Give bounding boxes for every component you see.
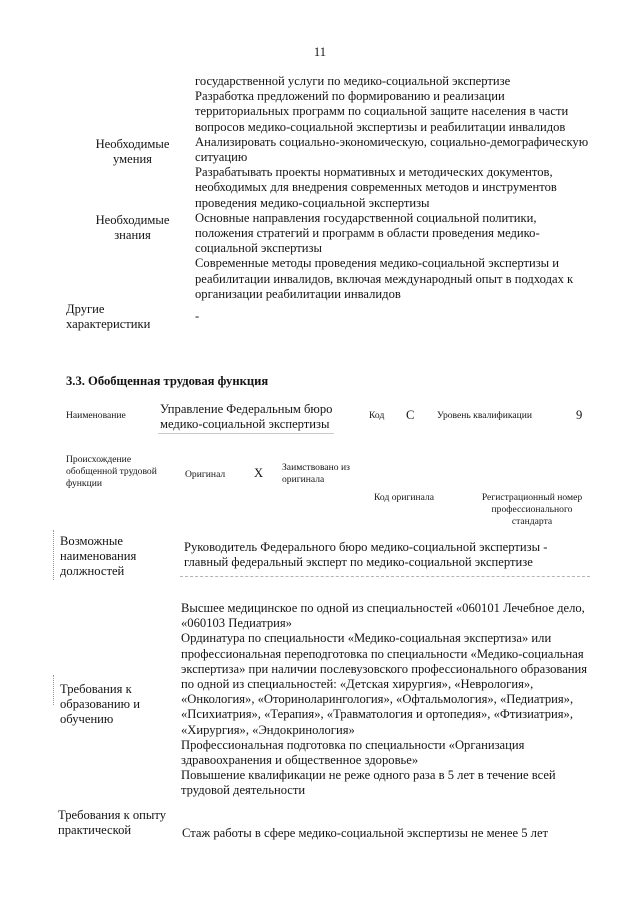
code-original-label: Код оригинала xyxy=(374,492,435,503)
scan-margin-mark xyxy=(53,530,54,580)
skill-item: Анализировать социально-экономическую, социально-демографическую ситуацию xyxy=(195,134,589,165)
registration-number-label: Регистрационный номер профессионального стандарта xyxy=(481,492,583,527)
other-characteristics-value: - xyxy=(195,309,200,323)
code-value: C xyxy=(406,408,415,422)
original-label: Оригинал xyxy=(185,469,226,480)
knowledge-label: Необходимые знания xyxy=(95,213,170,243)
education-item: Высшее медицинское по одной из специальностей «060101 Лечебное дело, «060103 Педиатрия» xyxy=(181,601,585,631)
education-item: Ординатура по специальности «Медико-социальная экспертиза» или профессиональная переподготовка по специальности «Медико-социальная экспертиза» при наличии послевузовского профессионального образования по одной из специальностей: «Детская хирургия», «Неврология», «Онкология», «Оториноларингология», «Офтальмология», «Педиатрия», «Психиатрия», «Терапия», «Травматология и ортопедия», «Фтизиатрия», «Хирургия», «Эндокринология» xyxy=(181,631,588,737)
skills-label: Необходимые умения xyxy=(95,137,170,167)
name-label: Наименование xyxy=(66,410,126,421)
experience-value: Стаж работы в сфере медико-социальной экспертизы не менее 5 лет xyxy=(182,826,549,840)
borrowed-label: Заимствовано из оригинала xyxy=(282,462,350,485)
origin-label: Происхождение обобщенной трудовой функции xyxy=(66,454,157,489)
knowledge-item: Современные методы проведения медико-социальной экспертизы и реабилитации инвалидов, включая международный опыт в подходах к организации реабилитации инвалидов xyxy=(195,256,574,301)
skill-item: Разрабатывать проекты нормативных и методических документов, необходимых для внедрения современных методов и инструментов проведения медико-социальной экспертизы xyxy=(195,165,557,210)
code-label: Код xyxy=(369,410,385,421)
knowledge-item: Основные направления государственной социальной политики, положения стратегий и программ в области проведения медико-социальной экспертизы xyxy=(195,210,540,256)
page-number: 11 xyxy=(313,45,327,59)
level-label: Уровень квалификации xyxy=(437,410,533,421)
original-mark: X xyxy=(254,466,264,480)
education-item: Профессиональная подготовка по специальности «Организация здравоохранения и общественное здоровье» xyxy=(181,737,525,768)
continued-task-column xyxy=(195,74,590,302)
name-underline xyxy=(158,433,334,434)
name-value: Управление Федеральным бюро медико-социальной экспертизы xyxy=(160,402,333,432)
continued-task: Разработка предложений по формированию и реализации территориальных программ по социальной защите населения в части вопросов медико-социальной экспертизы и реабилитации инвалидов xyxy=(195,89,569,134)
section-title: 3.3. Обобщенная трудовая функция xyxy=(66,374,269,388)
positions-value: Руководитель Федерального бюро медико-социальной экспертизы - главный федеральный эксперт по медико-социальной экспертизе xyxy=(184,540,548,570)
experience-label: Требования к опыту практической xyxy=(58,808,166,838)
education-label: Требования к образованию и обучению xyxy=(60,682,140,727)
positions-label: Возможные наименования должностей xyxy=(60,534,137,579)
other-characteristics-label: Другие характеристики xyxy=(66,302,151,332)
level-value: 9 xyxy=(576,408,583,422)
education-item: Повышение квалификации не реже одного раза в 5 лет в течение всей трудовой деятельности xyxy=(181,768,556,798)
scan-line xyxy=(180,576,590,577)
continued-text: государственной услуги по медико-социальной экспертизе xyxy=(195,74,511,88)
scan-margin-mark xyxy=(53,675,54,705)
education-requirements xyxy=(181,601,591,799)
